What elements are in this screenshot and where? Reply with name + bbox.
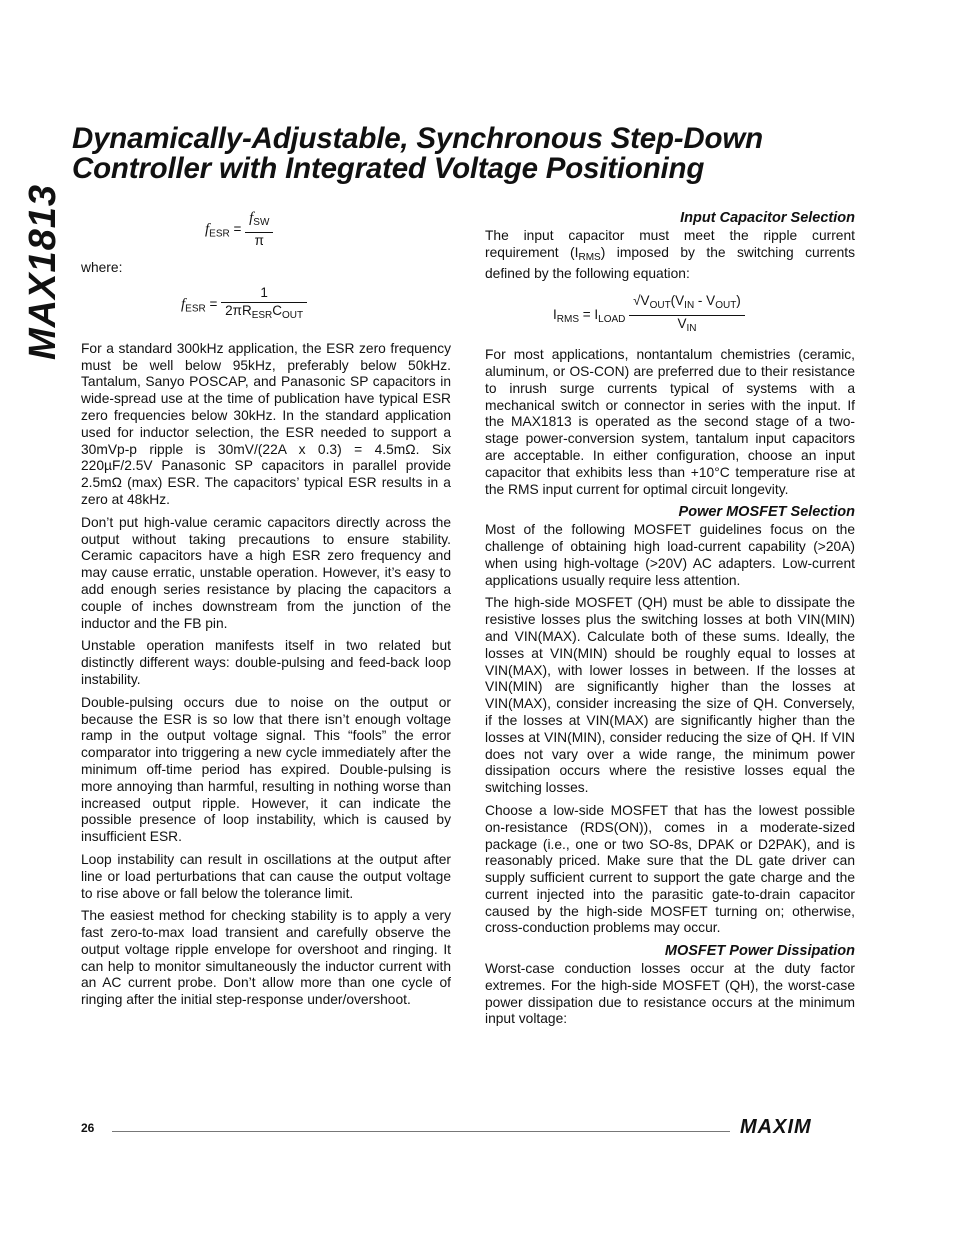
paragraph-checking-stability: The easiest method for checking stability is to apply a very fast zero-to-max load transient and carefully observe the output voltage ripple envelope for overshoot and ringing. It can help to monitor simultaneously the inductor current with an AC current probe. Don’t allow more than one cycle of ringing after the initial step-response under/overshoot. <box>81 908 451 1008</box>
paragraph-nontantalum: For most applications, nontantalum chemistries (ceramic, aluminum, or OS-CON) are preferred due to their resistance to inrush surge currents typical of systems with a mechanical switch or connector in series with the input. If the MAX1813 is operated as the second stage of a two-stage power-conversion system, tantalum input capacitors are acceptable. In either configuration, choose an input capacitor that exhibits less than +10°C temperature rise at the RMS input current for optimal circuit longevity. <box>485 347 855 497</box>
left-column <box>81 210 451 1015</box>
title-line-1: Dynamically-Adjustable, Synchronous Step-Down <box>72 122 763 155</box>
maxim-logo: MAXIM <box>740 1116 812 1138</box>
title-line-2: Controller with Integrated Voltage Positioning <box>72 152 705 185</box>
page-number: 26 <box>81 1121 95 1135</box>
document-title <box>72 124 892 184</box>
paragraph-input-capacitor: The input capacitor must meet the ripple current requirement $(I_{RMS})$ imposed by the switching currents defined by the following equation: <box>485 227 855 282</box>
equation-fesr-fsw: $f_{ESR}$ = $\frac{f_{SW}}{\pi}$ <box>205 210 451 254</box>
paragraph-ceramic-caps: Don’t put high-value ceramic capacitors directly across the output without taking precautions to ensure stability. Ceramic capacitors have a high ESR zero frequency and may cause erratic, unstable operation. However, it’s easy to add enough series resistance by placing the capacitors a couple of inches downstream from the junction of the inductor and the FB pin. <box>81 514 451 631</box>
paragraph-mosfet-guidelines: Most of the following MOSFET guidelines focus on the challenge of obtaining high load-current capability (>20A) when using high-voltage (>20V) AC adapters. Low-current applications usually require less attention. <box>485 522 855 588</box>
paragraph-low-side-mosfet: Choose a low-side MOSFET that has the lowest possible on-resistance (RDS(ON)), comes in a moderate-sized package (i.e., one or two SO-8s, DPAK or D2PAK), and is reasonably priced. Make sure that the DL gate driver can supply sufficient current to support the gate charge and the current injected into the parasitic gate-to-drain capacitor caused by the high-side MOSFET turning on; otherwise, cross-conduction problems may occur. <box>485 802 855 936</box>
heading-input-capacitor: Input Capacitor Selection <box>680 210 855 226</box>
paragraph-high-side-mosfet: The high-side MOSFET (QH) must be able to dissipate the resistive losses plus the switching losses at both VIN(MIN) and VIN(MAX). Calculate both of these sums. Ideally, the losses at VIN(MIN) should be roughly equal to losses at VIN(MAX), with lower losses in between. If the losses at VIN(MIN) are significantly higher than the losses at VIN(MAX), consider increasing the size of QH. Conversely, if the losses at VIN(MAX) are significantly higher than the losses at VIN(MIN), consider reducing the size of QH. If VIN does not vary over a wide range, the minimum power dissipation occurs where the resistive losses equal the switching losses. <box>485 595 855 796</box>
right-column <box>485 210 855 1034</box>
paragraph-worst-case: Worst-case conduction losses occur at the duty factor extremes. For the high-side MOSFET (QH), the worst-case power dissipation due to resistance occurs at the minimum input voltage: <box>485 961 855 1027</box>
where-label: where: <box>81 260 123 275</box>
heading-mosfet-dissipation: MOSFET Power Dissipation <box>664 943 855 960</box>
equation-irms: $I_{RMS} = I_{LOAD}$ $\frac{√V_{OUT}(V_{IN} - V_{OUT})}{V_{IN}}$ <box>553 293 855 337</box>
equation-fesr-resr: $f_{ESR}$ = $\frac{1}{2\pi R_{ESR}C_{OUT}}$ <box>181 285 451 327</box>
heading-power-mosfet: Power MOSFET Selection <box>678 504 855 521</box>
paragraph-loop-instability: Loop instability can result in oscillations at the output after line or load perturbations that can cause the output voltage to rise above or fall below the tolerance limit. <box>81 851 451 901</box>
paragraph-double-pulsing: Double-pulsing occurs due to noise on the output or because the ESR is so low that there isn’t enough voltage ramp in the output voltage signal. This “fools” the error comparator into triggering a new cycle immediately after the minimum off-time period has expired. Double-pulsing is more annoying than harmful, resulting in nothing worse than increased output ripple. However, it can indicate the possible presence of loop instability, which is caused by insufficient ESR. <box>81 694 451 845</box>
footer-rule <box>112 1131 730 1132</box>
part-number-side-label: MAX1813 <box>22 184 64 360</box>
paragraph-unstable-operation: Unstable operation manifests itself in two related but distinctly different ways: double-pulsing and feed-back loop instability. <box>81 638 451 687</box>
paragraph-esr-zero: For a standard 300kHz application, the ESR zero frequency must be well below 95kHz, preferably below 50kHz. Tantalum, Sanyo POSCAP, and Panasonic SP capacitors in wide-spread use at the time of publication have typical ESR zero frequencies below 30kHz. In the standard application used for inductor selection, the ESR needed to support a 30mVp-p ripple is 30mV/(22A x 0.3) = 4.5mΩ. Six 220µF/2.5V Panasonic SP capacitors in parallel provide 2.5mΩ (max) ESR. The capacitors’ typical ESR results in a zero at 48kHz. <box>81 340 451 507</box>
